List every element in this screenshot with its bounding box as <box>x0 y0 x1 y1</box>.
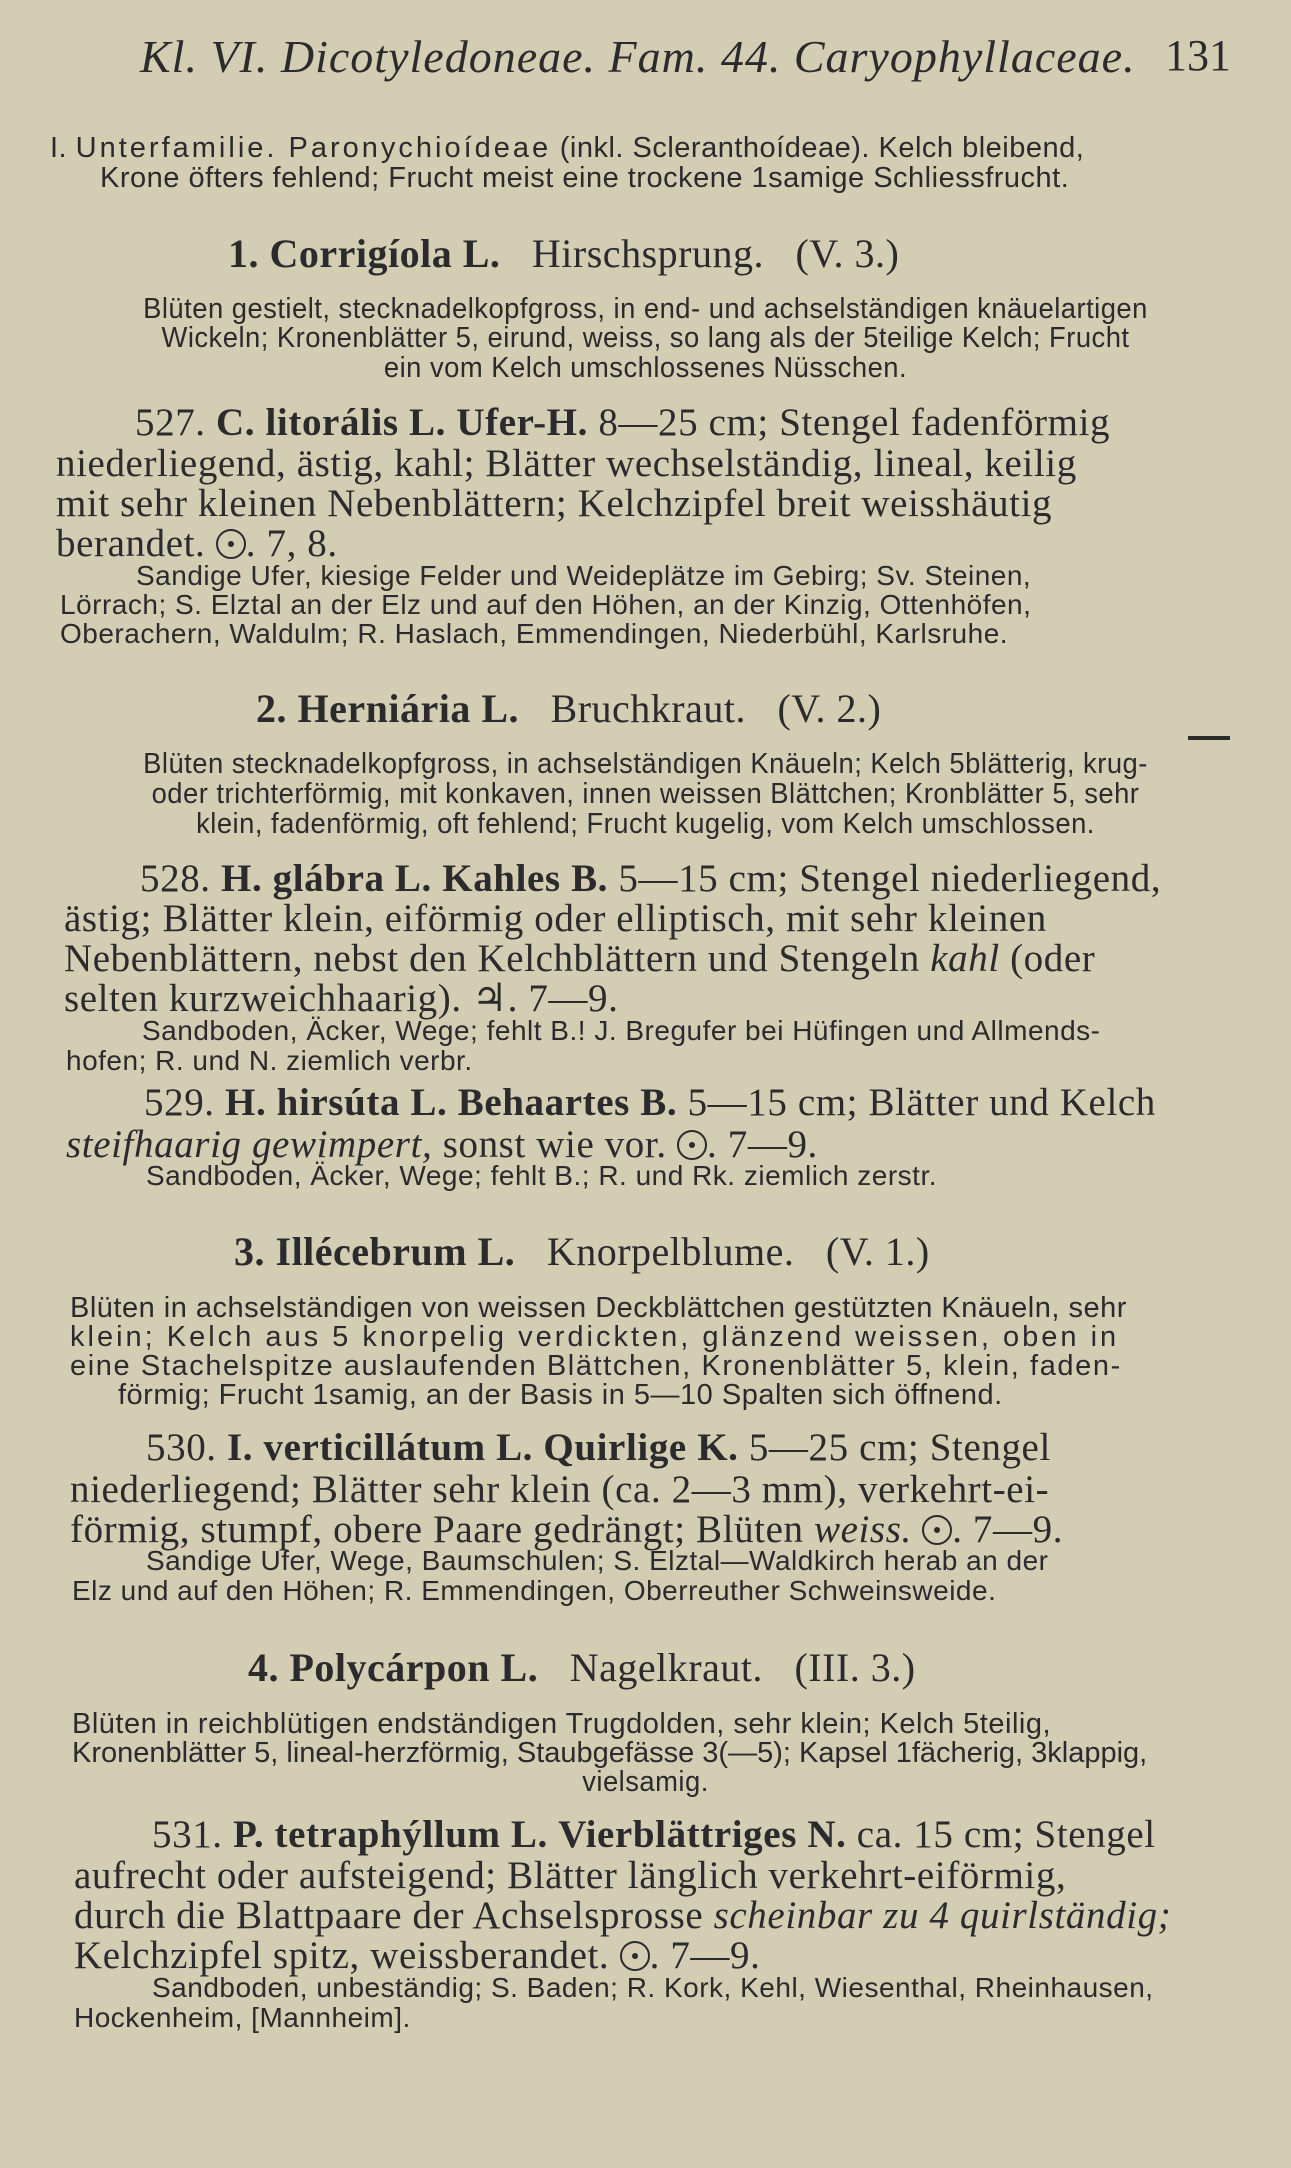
genus-desc-text: eine Stachelspitze auslaufenden Blättchen, Kronenblätter 5, klein, faden- <box>70 1350 1122 1382</box>
genus-name: Corrigíola L. <box>269 231 501 276</box>
genus-common-name: Nagelkraut. <box>569 1645 763 1690</box>
species-italic: weiss. <box>813 1508 912 1551</box>
annual-circle-dot-icon <box>216 529 246 559</box>
linnaean-class: (V. 2.) <box>777 686 882 731</box>
species-text: selten kurzweichhaarig). <box>64 977 473 1020</box>
species-common-name: Behaartes B. <box>457 1081 678 1124</box>
annual-circle-dot-icon <box>620 1941 650 1971</box>
species-common-name: Vierblättriges N. <box>558 1813 847 1856</box>
habitat-line: Oberachern, Waldulm; R. Haslach, Emmendingen, Niederbühl, Karlsruhe. <box>60 618 1009 649</box>
genus-desc-line: Blüten in reichblütigen endständigen Trugdolden, sehr klein; Kelch 5teilig, <box>72 1708 1052 1740</box>
genus-number: 1. <box>228 231 259 276</box>
habitat-line: Sandboden, Äcker, Wege; fehlt B.! J. Bregufer bei Hüfingen und Allmends- <box>142 1015 1101 1046</box>
species-528-line-3 <box>64 936 1095 981</box>
species-common-name: Kahles B. <box>442 857 609 900</box>
genus-desc-line: ein vom Kelch umschlossenes Nüsschen. <box>383 352 908 384</box>
genus-name: Polycárpon L. <box>289 1645 539 1690</box>
subfamily-prefix: I. <box>50 132 76 164</box>
genus-desc-text: klein; Kelch aus 5 knorpelig verdickten, glänzend weissen, oben in <box>70 1321 1120 1353</box>
species-common-name: Quirlige K. <box>543 1426 739 1469</box>
genus-common-name: Knorpelblume. <box>546 1229 795 1274</box>
species-italic: steifhaarig gewimpert, <box>66 1123 433 1166</box>
species-text: Kelchzipfel spitz, weissberandet. <box>74 1934 620 1977</box>
subfamily-rest: (inkl. Scleranthoídeae). Kelch bleibend, <box>551 132 1085 164</box>
genus-heading-polycarpon <box>248 1644 916 1691</box>
species-number: 529. <box>144 1081 215 1124</box>
species-text: Nebenblättern, nebst den Kelchblättern und Stengeln <box>64 937 931 980</box>
genus-desc-line: Wickeln; Kronenblätter 5, eirund, weiss, so lang als der 5teilige Kelch; Frucht <box>161 322 1130 354</box>
genus-heading-illecebrum <box>234 1228 930 1275</box>
species-text: berandet. <box>56 522 216 565</box>
running-title: Kl. VI. Dicotyledoneae. Fam. 44. Caryophyllaceae. <box>140 31 1136 82</box>
species-527-line-1 <box>135 400 1110 445</box>
annual-circle-dot-icon <box>677 1130 707 1160</box>
species-text: 5—25 cm; Stengel <box>738 1426 1051 1469</box>
species-name: I. verticillátum L. <box>227 1426 534 1469</box>
species-528-line-1 <box>140 856 1161 901</box>
species-text: durch die Blattpaare der Achselsprosse <box>74 1894 714 1937</box>
species-name: P. tetraphýllum L. <box>233 1813 548 1856</box>
species-531-line-2: aufrecht oder aufsteigend; Blätter länglich verkehrt-eiförmig, <box>74 1854 1067 1897</box>
subfamily-line-1 <box>50 132 1084 165</box>
genus-common-name: Bruchkraut. <box>550 686 746 731</box>
species-531-line-1 <box>152 1812 1156 1857</box>
species-number: 530. <box>146 1426 217 1469</box>
linnaean-class: (III. 3.) <box>794 1645 916 1690</box>
species-530-line-1 <box>146 1425 1051 1470</box>
genus-desc-line: oder trichterförmig, mit konkaven, innen weissen Blättchen; Kronblätter 5, sehr <box>151 778 1140 810</box>
genus-desc-line: klein, fadenförmig, oft fehlend; Frucht kugelig, vom Kelch umschlossen. <box>196 808 1095 840</box>
habitat-line: Lörrach; S. Elztal an der Elz und auf den Höhen, an der Kinzig, Ottenhöfen, <box>60 589 1032 620</box>
genus-number: 2. <box>256 686 287 731</box>
perennial-jupiter-icon: ♃ <box>472 976 508 1021</box>
flowering-months: . 7, 8. <box>245 522 338 565</box>
linnaean-class: (V. 1.) <box>825 1229 930 1274</box>
flowering-months: . 7—9. <box>507 977 619 1020</box>
page-number: 131 <box>1165 31 1231 80</box>
flowering-months: . 7—9. <box>707 1123 818 1166</box>
habitat-line: Hockenheim, [Mannheim]. <box>74 2002 411 2033</box>
linnaean-class: (V. 3.) <box>795 231 900 276</box>
genus-desc-line: Kronenblätter 5, lineal-herzförmig, Staubgefässe 3(—5); Kapsel 1fächerig, 3klappig, <box>72 1737 1148 1769</box>
species-number: 531. <box>152 1813 223 1856</box>
habitat-line: hofen; R. und N. ziemlich verbr. <box>66 1045 473 1076</box>
species-text: 5—15 cm; Stengel niederliegend, <box>608 857 1162 900</box>
species-text: (oder <box>999 937 1096 980</box>
genus-desc-line: Blüten gestielt, stecknadelkopfgross, in end- und achselständigen knäuelartigen <box>143 293 1148 325</box>
species-text: 8—25 cm; Stengel fadenförmig <box>587 401 1111 444</box>
species-528-line-2: ästig; Blätter klein, eiförmig oder elliptisch, mit sehr kleinen <box>64 897 1047 940</box>
genus-desc-line: Blüten in achselständigen von weissen Deckblättchen gestützten Knäueln, sehr <box>70 1292 1127 1324</box>
habitat-line: Sandboden, unbeständig; S. Baden; R. Kork, Kehl, Wiesenthal, Rheinhausen, <box>152 1972 1154 2003</box>
species-531-line-3 <box>74 1893 1171 1938</box>
species-name: H. hirsúta L. <box>225 1081 448 1124</box>
habitat-line: Sandige Ufer, kiesige Felder und Weideplätze im Gebirg; Sv. Steinen, <box>136 560 1032 591</box>
genus-heading-herniaria <box>256 685 881 732</box>
species-common-name: Ufer-H. <box>456 401 588 444</box>
dash-mark <box>1188 736 1230 740</box>
habitat-line: Elz und auf den Höhen; R. Emmendingen, Oberreuther Schweinsweide. <box>72 1575 997 1606</box>
species-527-line-2: niederliegend, ästig, kahl; Blätter wechselständig, lineal, keilig <box>56 442 1077 485</box>
species-text: förmig, stumpf, obere Paare gedrängt; Blüten <box>70 1508 814 1551</box>
genus-name: Herniária L. <box>297 686 520 731</box>
species-italic: scheinbar zu 4 quirlständig; <box>713 1894 1172 1937</box>
habitat-line: Sandboden, Äcker, Wege; fehlt B.; R. und Rk. ziemlich zerstr. <box>146 1160 938 1191</box>
species-number: 527. <box>135 401 206 444</box>
species-name: C. litorális L. <box>216 401 447 444</box>
page-header <box>0 30 1291 90</box>
genus-desc-line: förmig; Frucht 1samig, an der Basis in 5—10 Spalten sich öffnend. <box>118 1379 1003 1411</box>
flowering-months: . 7—9. <box>952 1508 1064 1551</box>
genus-number: 3. <box>234 1229 265 1274</box>
genus-name: Illécebrum L. <box>275 1229 516 1274</box>
species-text: sonst wie vor. <box>432 1123 678 1166</box>
species-527-line-3: mit sehr kleinen Nebenblättern; Kelchzipfel breit weisshäutig <box>56 482 1053 525</box>
species-529-line-1 <box>144 1080 1156 1125</box>
genus-common-name: Hirschsprung. <box>531 231 764 276</box>
genus-heading-corrigiola <box>228 230 899 277</box>
habitat-line: Sandige Ufer, Wege, Baumschulen; S. Elztal—Waldkirch herab an der <box>146 1545 1049 1576</box>
subfamily-line-2: Krone öfters fehlend; Frucht meist eine trockene 1samige Schliessfrucht. <box>100 162 1070 194</box>
species-530-line-2: niederliegend; Blätter sehr klein (ca. 2—3 mm), verkehrt-ei- <box>70 1468 1050 1511</box>
species-text: 5—15 cm; Blätter und Kelch <box>677 1081 1156 1124</box>
species-italic: kahl <box>930 937 1000 980</box>
genus-number: 4. <box>248 1645 279 1690</box>
flowering-months: . 7—9. <box>649 1934 761 1977</box>
genus-desc-line: vielsamig. <box>582 1766 709 1798</box>
species-text: ca. 15 cm; Stengel <box>846 1813 1156 1856</box>
subfamily-name: Unterfamilie. Paronychioídeae <box>75 132 552 164</box>
annual-circle-dot-icon <box>922 1515 952 1545</box>
species-name: H. glábra L. <box>221 857 432 900</box>
species-number: 528. <box>140 857 211 900</box>
genus-desc-line: Blüten stecknadelkopfgross, in achselständigen Knäueln; Kelch 5blätterig, krug- <box>143 748 1148 780</box>
